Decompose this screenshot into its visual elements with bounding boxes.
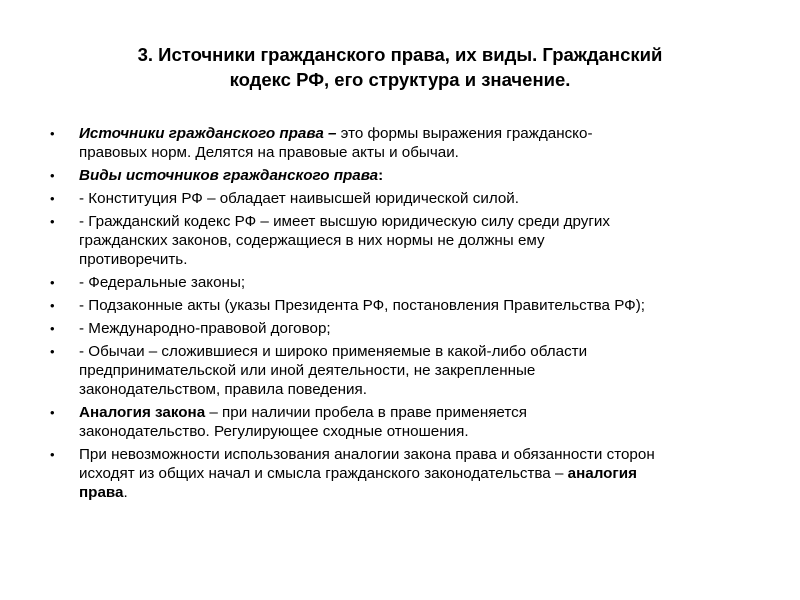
list-item: • Аналогия закона – при наличии пробела в праве применяется законодательство. Регулирующее сходные отношения. [50, 404, 527, 440]
list-item: • - Международно-правовой договор; [50, 320, 331, 337]
bullet-dot: • [50, 447, 55, 462]
bullet-dot: • [50, 191, 55, 206]
list-item: • Источники гражданского права – это формы выражения гражданско- правовых норм. Делятся на правовые акты и обычаи. [50, 125, 593, 161]
bullet-list [50, 124, 750, 506]
term-sources: Источники гражданского права – [79, 125, 337, 142]
list-item: • Виды источников гражданского права: [50, 167, 384, 184]
bullet-dot: • [50, 344, 55, 359]
list-item: • - Подзаконные акты (указы Президента РФ, постановления Правительства РФ); [50, 297, 645, 314]
list-item: • - Гражданский кодекс РФ – имеет высшую юридическую силу среди других гражданских законов, содержащиеся в них нормы не должны ему противоречить. [50, 213, 610, 268]
list-item: • При невозможности использования аналогии закона права и обязанности сторон исходят из общих начал и смысла гражданского законодательства – аналогия права. [50, 446, 655, 501]
bullet-dot: • [50, 214, 55, 229]
bullet-dot: • [50, 275, 55, 290]
bullet-dot: • [50, 168, 55, 183]
title-line-1: 3. Источники гражданского права, их виды. Гражданский [137, 44, 663, 65]
bullet-dot: • [50, 126, 55, 141]
list-item: • - Конституция РФ – обладает наивысшей юридической силой. [50, 190, 519, 207]
bullet-dot: • [50, 298, 55, 313]
term-law-analogy: Аналогия закона [79, 404, 206, 421]
list-item: • - Обычаи – сложившиеся и широко применяемые в какой-либо области предпринимательской или иной деятельности, не закрепленные законодательством, правила поведения. [50, 343, 588, 398]
title-line-2: кодекс РФ, его структура и значение. [229, 69, 571, 90]
term-right-analogy: аналогия [567, 465, 637, 482]
term-types: Виды источников гражданского права [79, 167, 379, 184]
bullet-dot: • [50, 321, 55, 336]
term-right-analogy-2: права [79, 484, 124, 501]
list-item: • - Федеральные законы; [50, 274, 246, 291]
bullet-dot: • [50, 405, 55, 420]
slide-title [60, 42, 740, 92]
